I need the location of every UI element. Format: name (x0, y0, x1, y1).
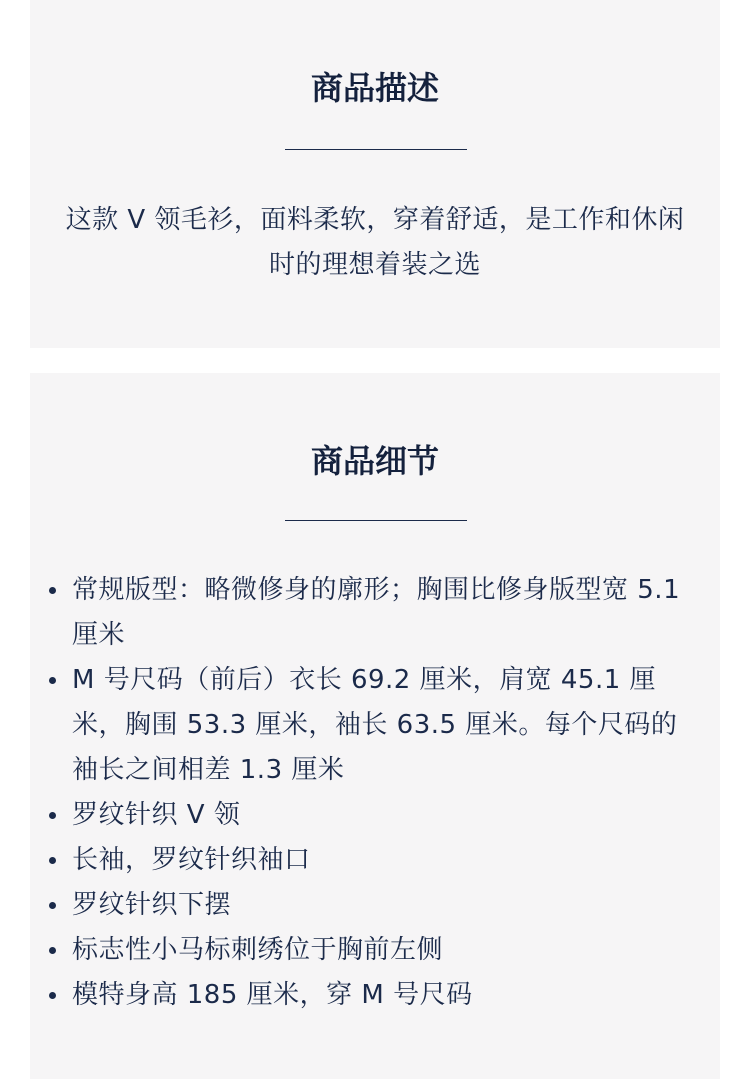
bullet-icon (49, 812, 56, 819)
detail-item-text: 标志性小马标刺绣位于胸前左侧 (72, 935, 444, 965)
bullet-icon (49, 992, 56, 999)
detail-item-text: 模特身高 185 厘米，穿 M 号尺码 (72, 980, 473, 1010)
detail-item-text: 罗纹针织 V 领 (72, 800, 241, 830)
detail-item-text: 罗纹针织下摆 (72, 890, 232, 920)
detail-item-collar (72, 793, 702, 838)
product-details-list (72, 568, 702, 1018)
bullet-icon (49, 947, 56, 954)
detail-item-fit (72, 568, 702, 658)
product-details-title: 商品细节 (310, 442, 439, 480)
bullet-icon (49, 857, 56, 864)
product-description-text: 这款 V 领毛衫，面料柔软，穿着舒适，是工作和休闲时的理想着装之选 (65, 205, 685, 280)
product-details-card (30, 373, 720, 1079)
title-divider (285, 149, 467, 150)
detail-item-hem (72, 883, 702, 928)
detail-item-model (72, 973, 702, 1018)
detail-item-logo (72, 928, 702, 973)
detail-item-sleeves (72, 838, 702, 883)
detail-item-text: 长袖，罗纹针织袖口 (72, 845, 311, 875)
detail-item-text: 常规版型：略微修身的廓形；胸围比修身版型宽 5.1 厘米 (72, 575, 681, 650)
bullet-icon (49, 902, 56, 909)
bullet-icon (49, 677, 56, 684)
bullet-icon (49, 587, 56, 594)
detail-item-text: M 号尺码（前后）衣长 69.2 厘米，肩宽 45.1 厘米，胸围 53.3 厘米，袖长 63.5 厘米。每个尺码的袖长之间相差 1.3 厘米 (72, 665, 678, 785)
detail-item-measurements (72, 658, 702, 793)
title-divider (285, 520, 467, 521)
product-description-card (30, 0, 720, 348)
product-description-title: 商品描述 (310, 69, 439, 107)
